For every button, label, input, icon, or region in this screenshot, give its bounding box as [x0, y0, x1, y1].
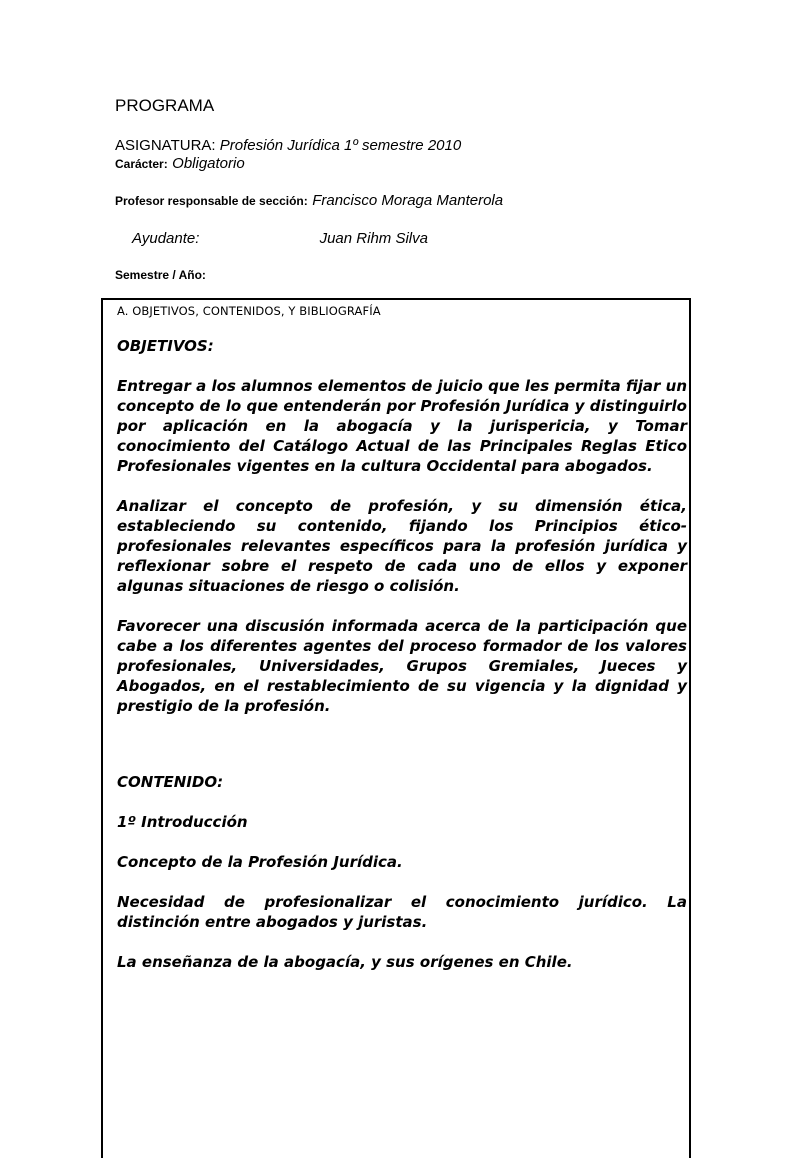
contenido-item: 1º Introducción: [117, 813, 248, 831]
ayudante-value: Juan Rihm Silva: [319, 230, 428, 247]
objetivo-paragraph: Analizar el concepto de profesión, y su dimensión ética, estableciendo su contenido, fijando los Principios ético-profesionales relevantes específicos para la profesión jurídica y reflexionar sobre el respeto de cada uno de ellos y exponer algunas situaciones de riesgo o colisión.: [117, 497, 687, 595]
ayudante-line: [132, 230, 428, 247]
contenido-item: La enseñanza de la abogacía, y sus orígenes en Chile.: [117, 953, 573, 971]
profesor-label: Profesor responsable de sección:: [115, 194, 308, 208]
asignatura-line: [115, 137, 461, 154]
semestre-label: Semestre / Año:: [115, 268, 206, 282]
profesor-line: [115, 192, 503, 210]
content-box: [101, 298, 691, 1158]
content-box-inner: [117, 304, 687, 972]
ayudante-label: Ayudante:: [132, 230, 200, 247]
document-header: [115, 96, 715, 116]
page-title: PROGRAMA: [115, 96, 215, 115]
contenido-item: Necesidad de profesionalizar el conocimiento jurídico. La distinción entre abogados y juristas.: [117, 893, 687, 931]
asignatura-value: Profesión Jurídica 1º semestre 2010: [219, 137, 462, 154]
caracter-value: Obligatorio: [172, 155, 245, 172]
semestre-line: [115, 266, 206, 284]
caracter-label: Carácter:: [115, 157, 168, 171]
profesor-value: Francisco Moraga Manterola: [312, 192, 504, 209]
objetivo-paragraph: Favorecer una discusión informada acerca de la participación que cabe a los diferentes agentes del proceso formador de los valores profesionales, Universidades, Grupos Gremiales, Jueces y Abogados, en el restablecimiento de su vigencia y la dignidad y prestigio de la profesión.: [117, 617, 687, 715]
asignatura-label: ASIGNATURA:: [115, 137, 216, 154]
objetivos-heading: OBJETIVOS:: [117, 337, 214, 355]
objetivo-paragraph: Entregar a los alumnos elementos de juicio que les permita fijar un concepto de lo que entenderán por Profesión Jurídica y distinguirlo por aplicación en la abogacía y la jurispericia, y Tomar conocimiento del Catálogo Actual de las Principales Reglas Etico Profesionales vigentes en la cultura Occidental para abogados.: [117, 377, 687, 475]
contenido-item: Concepto de la Profesión Jurídica.: [117, 853, 403, 871]
section-heading: A. OBJETIVOS, CONTENIDOS, Y BIBLIOGRAFÍA: [117, 304, 381, 318]
caracter-line: [115, 155, 245, 173]
contenido-heading: CONTENIDO:: [117, 773, 224, 791]
